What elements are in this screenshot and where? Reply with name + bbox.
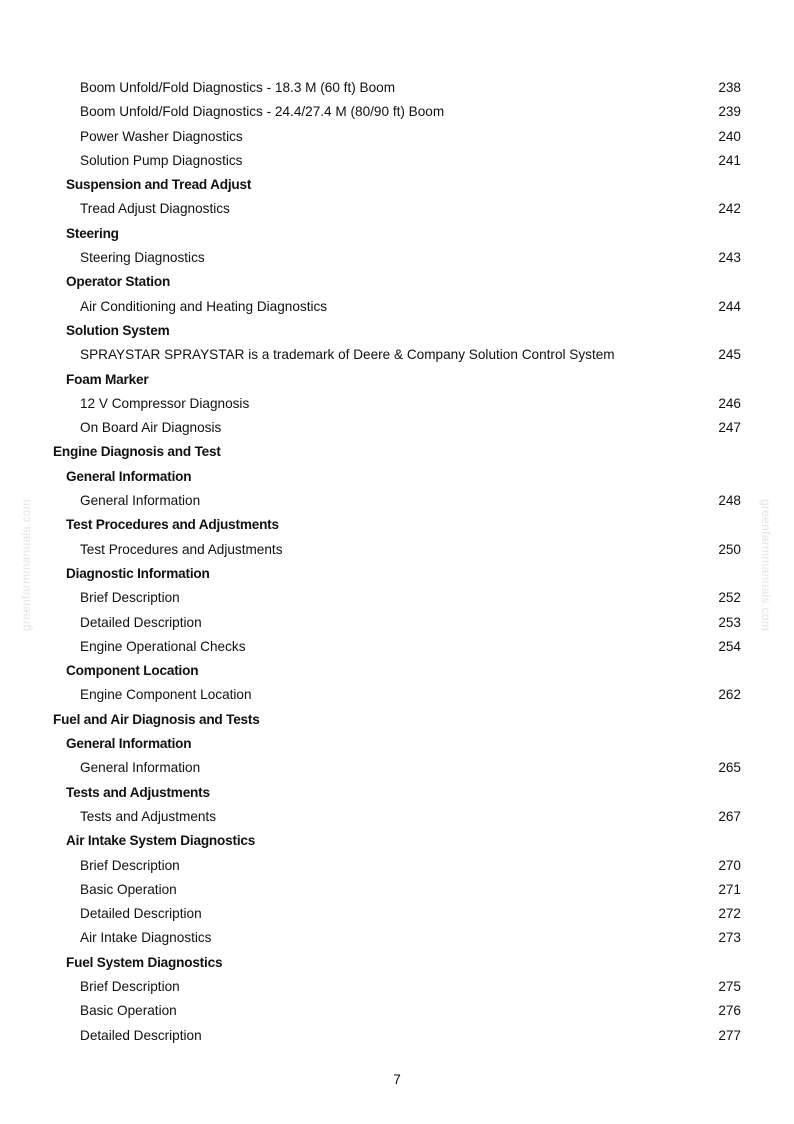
toc-entry-page-number: 248 — [718, 493, 741, 509]
toc-entry-page-number: 267 — [718, 808, 741, 824]
toc-entry-page-number: 265 — [718, 760, 741, 776]
toc-entry-title: Tread Adjust Diagnostics — [80, 201, 230, 217]
toc-entry-page-number: 241 — [718, 152, 741, 168]
watermark-left: greenfarmmanuals.com — [19, 498, 33, 632]
toc-entry[interactable] — [0, 975, 794, 999]
toc-entry-page-number: 246 — [718, 395, 741, 411]
toc-section-heading[interactable] — [0, 513, 794, 537]
toc-entry-title: Solution System — [66, 322, 170, 338]
toc-entry-title: Test Procedures and Adjustments — [80, 541, 283, 557]
toc-entry-title: Engine Diagnosis and Test — [53, 444, 221, 460]
table-of-contents — [0, 76, 794, 1048]
toc-entry-title: General Information — [66, 736, 192, 752]
toc-entry-title: Air Intake Diagnostics — [80, 930, 212, 946]
toc-entry-page-number: 252 — [718, 590, 741, 606]
toc-entry[interactable] — [0, 392, 794, 416]
toc-entry-page-number: 240 — [718, 128, 741, 144]
toc-section-heading[interactable] — [0, 368, 794, 392]
toc-section-heading[interactable] — [0, 732, 794, 756]
toc-entry-page-number: 254 — [718, 638, 741, 654]
toc-entry-page-number: 247 — [718, 420, 741, 436]
toc-entry-title: General Information — [80, 760, 201, 776]
toc-section-heading[interactable] — [0, 951, 794, 975]
toc-entry-title: Detailed Description — [80, 906, 202, 922]
toc-entry[interactable] — [0, 683, 794, 707]
toc-entry[interactable] — [0, 854, 794, 878]
toc-entry-title: Basic Operation — [80, 881, 177, 897]
toc-entry-title: Foam Marker — [66, 371, 149, 387]
toc-entry-title: Component Location — [66, 663, 199, 679]
toc-chapter-heading[interactable] — [0, 440, 794, 464]
toc-entry[interactable] — [0, 295, 794, 319]
toc-entry[interactable] — [0, 246, 794, 270]
toc-section-heading[interactable] — [0, 562, 794, 586]
toc-entry[interactable] — [0, 586, 794, 610]
toc-entry-page-number: 275 — [718, 978, 741, 994]
toc-entry-title: Boom Unfold/Fold Diagnostics - 24.4/27.4 M (80/90 ft) Boom — [80, 104, 445, 120]
toc-chapter-heading[interactable] — [0, 708, 794, 732]
toc-entry[interactable] — [0, 197, 794, 221]
toc-entry-title: Basic Operation — [80, 1003, 177, 1019]
toc-entry[interactable] — [0, 902, 794, 926]
toc-entry[interactable] — [0, 416, 794, 440]
toc-entry-title: Steering Diagnostics — [80, 250, 205, 266]
toc-entry-title: 12 V Compressor Diagnosis — [80, 395, 250, 411]
toc-entry-title: Test Procedures and Adjustments — [66, 517, 279, 533]
toc-entry-title: Power Washer Diagnostics — [80, 128, 243, 144]
toc-entry-title: SPRAYSTAR SPRAYSTAR is a trademark of Deere & Company Solution Control System — [80, 347, 615, 363]
toc-entry-page-number: 253 — [718, 614, 741, 630]
toc-entry-title: General Information — [66, 468, 192, 484]
toc-entry[interactable] — [0, 538, 794, 562]
toc-entry-title: Brief Description — [80, 590, 180, 606]
toc-entry[interactable] — [0, 100, 794, 124]
toc-entry-title: Fuel System Diagnostics — [66, 954, 223, 970]
toc-entry-page-number: 239 — [718, 104, 741, 120]
toc-entry-page-number: 271 — [718, 881, 741, 897]
toc-entry-title: Air Intake System Diagnostics — [66, 833, 256, 849]
page-number: 7 — [393, 1072, 401, 1087]
toc-entry-page-number: 250 — [718, 541, 741, 557]
toc-entry-title: Detailed Description — [80, 1027, 202, 1043]
toc-entry-title: Air Conditioning and Heating Diagnostics — [80, 298, 328, 314]
toc-entry-title: Steering — [66, 225, 119, 241]
toc-entry-title: Tests and Adjustments — [80, 808, 217, 824]
toc-entry-page-number: 272 — [718, 906, 741, 922]
toc-entry[interactable] — [0, 926, 794, 950]
toc-entry-title: Engine Operational Checks — [80, 638, 246, 654]
toc-entry-title: Tests and Adjustments — [66, 784, 210, 800]
watermark-right: greenfarmmanuals.com — [759, 498, 773, 632]
toc-entry[interactable] — [0, 878, 794, 902]
toc-entry-page-number: 262 — [718, 687, 741, 703]
toc-entry-page-number: 238 — [718, 80, 741, 95]
toc-entry-title: Operator Station — [66, 274, 171, 290]
toc-section-heading[interactable] — [0, 659, 794, 683]
toc-entry-page-number: 273 — [718, 930, 741, 946]
toc-entry-title: Boom Unfold/Fold Diagnostics - 18.3 M (60 ft) Boom — [80, 80, 396, 95]
toc-entry-title: General Information — [80, 493, 201, 509]
toc-entry-title: On Board Air Diagnosis — [80, 420, 222, 436]
toc-entry[interactable] — [0, 635, 794, 659]
toc-entry[interactable] — [0, 149, 794, 173]
toc-section-heading[interactable] — [0, 781, 794, 805]
toc-entry[interactable] — [0, 1024, 794, 1048]
toc-section-heading[interactable] — [0, 222, 794, 246]
toc-entry[interactable] — [0, 611, 794, 635]
toc-entry[interactable] — [0, 805, 794, 829]
toc-entry-title: Brief Description — [80, 857, 180, 873]
toc-entry-title: Engine Component Location — [80, 687, 252, 703]
toc-section-heading[interactable] — [0, 319, 794, 343]
toc-entry-page-number: 276 — [718, 1003, 741, 1019]
toc-entry-title: Brief Description — [80, 978, 180, 994]
toc-entry-title: Suspension and Tread Adjust — [66, 177, 252, 193]
toc-entry[interactable] — [0, 489, 794, 513]
toc-entry[interactable] — [0, 125, 794, 149]
toc-entry-title: Detailed Description — [80, 614, 202, 630]
toc-entry-page-number: 245 — [718, 347, 741, 363]
toc-entry-title: Diagnostic Information — [66, 565, 210, 581]
toc-entry[interactable] — [0, 343, 794, 367]
toc-entry-title: Fuel and Air Diagnosis and Tests — [53, 711, 260, 727]
toc-entry[interactable] — [0, 999, 794, 1023]
toc-entry-page-number: 277 — [718, 1027, 741, 1043]
toc-section-heading[interactable] — [0, 829, 794, 853]
toc-entry-page-number: 270 — [718, 857, 741, 873]
toc-entry[interactable] — [0, 756, 794, 780]
toc-entry-page-number: 243 — [718, 250, 741, 266]
toc-entry-page-number: 242 — [718, 201, 741, 217]
toc-entry-page-number: 244 — [718, 298, 741, 314]
toc-section-heading[interactable] — [0, 270, 794, 294]
toc-section-heading[interactable] — [0, 465, 794, 489]
toc-entry[interactable] — [0, 76, 794, 100]
toc-section-heading[interactable] — [0, 173, 794, 197]
toc-entry-title: Solution Pump Diagnostics — [80, 152, 243, 168]
